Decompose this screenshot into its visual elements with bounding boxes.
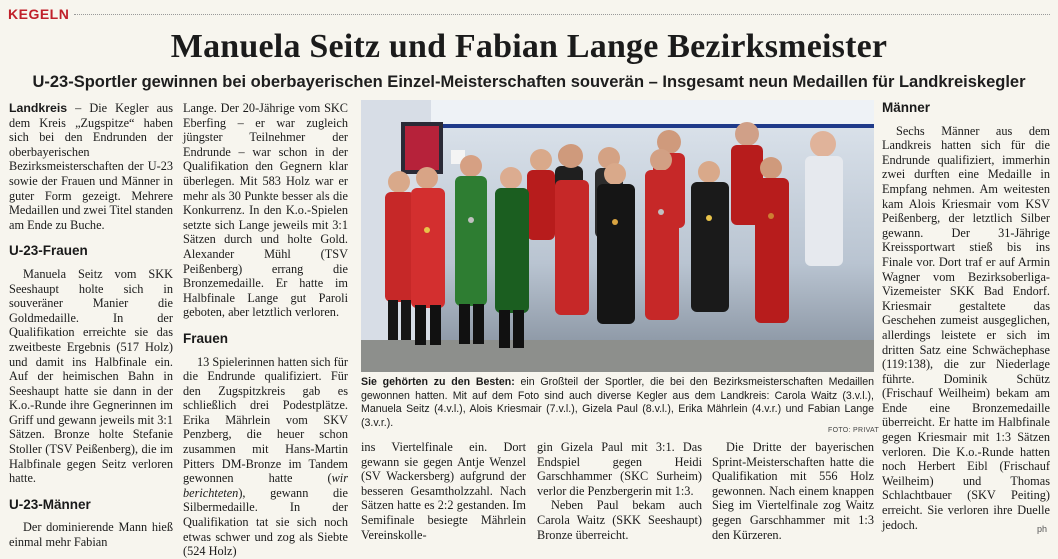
photo-illustration xyxy=(361,100,874,372)
team-photo xyxy=(361,100,874,372)
heading-u23-frauen: U-23-Frauen xyxy=(9,243,88,259)
photo-caption xyxy=(361,376,874,430)
frauen-text-cont-3: Neben Paul bekam auch Carola Waitz (SKK Seeshaupt) Bronze überreicht. xyxy=(537,498,702,542)
intro-text: – Die Kegler aus dem Kreis „Zugspitze“ haben sich bei den Endrunden der oberbayerischen Bezirksmeisterschaften der U-23 sowie der Frauen und Männer in guter Form gezeigt. Mehrere Medaillen und zwei Titel standen am Ende zu Buche. xyxy=(9,101,173,232)
heading-u23-maenner: U-23-Männer xyxy=(9,496,91,512)
dateline: Landkreis xyxy=(9,101,68,115)
section-label: KEGELN xyxy=(8,6,70,22)
frauen-text-em: wir berichteten xyxy=(183,471,348,500)
intro-paragraph xyxy=(9,101,173,232)
u23-maenner-text-start: Der dominierende Mann hieß einmal mehr Fabian xyxy=(9,520,173,550)
caption-lead: Sie gehörten zu den Besten: xyxy=(361,376,515,388)
heading-maenner: Männer xyxy=(882,100,931,115)
author-signature: ph xyxy=(1037,524,1048,534)
subheadline: U-23-Sportler gewinnen bei oberbayerischen Einzel-Meisterschaften souverän – Insgesamt neun Medaillen für Landkreiskegler xyxy=(32,73,1026,91)
frauen-text-cont-4: Die Dritte der bayerischen Sprint-Meisterschaften hatte die Qualifikation mit 556 Holz gewonnen. Nach einem knappen Sieg im Viertelfinale zog Waitz gegen Garschhammer mit 1:3 den Kürzeren. xyxy=(712,440,874,542)
u23-maenner-text-cont: Lange. Der 20-Jährige vom SKC Eberfing – er war zugleich jüngster Teilnehmer der Endrunde – war schon in der Qualifikation den Gegnern klar überlegen. Mit 583 Holz war er mehr als 30 Punkte besser als die Konkurrenz. In den K.o.-Spielen setzte sich Lange jeweils mit 3:1 Sätzen durch und holte Gold. Alexander Mühl (TSV Peißenberg) errang die Bronzemedaille. Er hatte im Halbfinale Lange gut Paroli geboten, aber letztlich verloren. xyxy=(183,101,348,320)
frauen-text-cont-1: ins Viertelfinale ein. Dort gewann sie gegen Antje Wenzel (SV Wackersberg) aufgrund der besseren Gesamtholzzahl. Nach Sätzen hatte es 2:2 gestanden. Im Semifinale besiegte Mährlein Vereinskolle- xyxy=(361,440,526,542)
maenner-text: Sechs Männer aus dem Landkreis hatten sich für die Endrunde qualifiziert, immerhin zwei durften eine Medaille in Empfang nehmen. Am weitesten kam Alois Kriesmair vom KSV Peißenberg, der letztlich Silber gewann. Der 31-Jährige Kreissportwart stieß bis ins Finale vor. Dort traf er auf Armin Wagner vom Bezirksoberliga-Vizemeister SKK Bad Endorf. Kriesmair gestaltete das Geschehen zumeist ausgeglichen, allerdings leistete er sich im dritten Satz eine Schwächephase (119:138), die zur Niederlage führte. Dominik Schütz (Frischauf Weilheim) bekam am Ende eine Bronzemedaille überreicht. Er hatte im Halbfinale gegen Kriesmair mit 1:3 Sätzen verloren. Die K.o.-Runde hatten noch Herbert Eibl (Frischauf Weilheim) und Thomas Schlachtbauer (SKV Peiting) erreicht. Sie verloren ihre Duelle jedoch. xyxy=(882,123,1050,532)
column-5 xyxy=(712,440,874,542)
section-rule xyxy=(74,14,1050,15)
photo-credit: FOTO: PRIVAT xyxy=(828,427,880,434)
u23-frauen-text: Manuela Seitz vom SKK Seeshaupt holte sich in souveräner Manier die Goldmedaille. In der Qualifikation erreichte sie das zweitbeste Ergebnis (517 Holz) und damit ins Halbfinale ein. Auf der heimischen Bahn in Seeshaupt hatte sie dann in der K.o.-Runde ihre Gegnerinnen im Griff und gewann jeweils mit 3:1 Sätzen. Bronze holte Stefanie Stoller (TSV Peißenberg), die im Halbfinale gegen Seitz verloren hatte. xyxy=(9,266,173,486)
column-4 xyxy=(537,440,702,542)
column-3 xyxy=(361,440,526,542)
column-1 xyxy=(9,101,173,550)
heading-frauen: Frauen xyxy=(183,330,229,346)
column-2 xyxy=(183,101,348,559)
caption-text: ein Großteil der Sportler, die bei den Bezirksmeisterschaften Medaillen gewonnen hatten. Mit auf dem Foto sind auch diverse Kegler aus dem Landkreis: Carola Waitz (3.v.l.), Manuela Seitz (4.v.l.), Alois Kriesmair (7.v.l.), Gizela Paul (8.v.l.), Erika Mährlein (4.v.r.) und Fabian Lange (3.v.r.). xyxy=(361,376,874,429)
frauen-text-a: 13 Spielerinnen hatten sich für die Endrunde qualifiziert. Für den Zugspitzkreis gab es schließlich drei Podestplätze. Erika Mährlein vom SKV Penzberg, die heuer schon zusammen mit Hans-Martin Pitters DM-Bronze im Tandem gewonnen hatte ( xyxy=(183,354,348,486)
frauen-text-b: ), gewann die Silbermedaille. In der Qualifikation tat sie sich noch etwas schwer und zog als Siebte (524 Holz) xyxy=(183,485,348,559)
frauen-text-cont-2: gin Gizela Paul mit 3:1. Das Endspiel gegen Heidi Garschhammer (SKC Surheim) verlor die Penzbergerin mit 1:3. xyxy=(537,440,702,498)
headline: Manuela Seitz und Fabian Lange Bezirksmeister xyxy=(170,28,888,65)
column-6 xyxy=(882,101,1050,532)
frauen-text-start xyxy=(183,355,348,559)
